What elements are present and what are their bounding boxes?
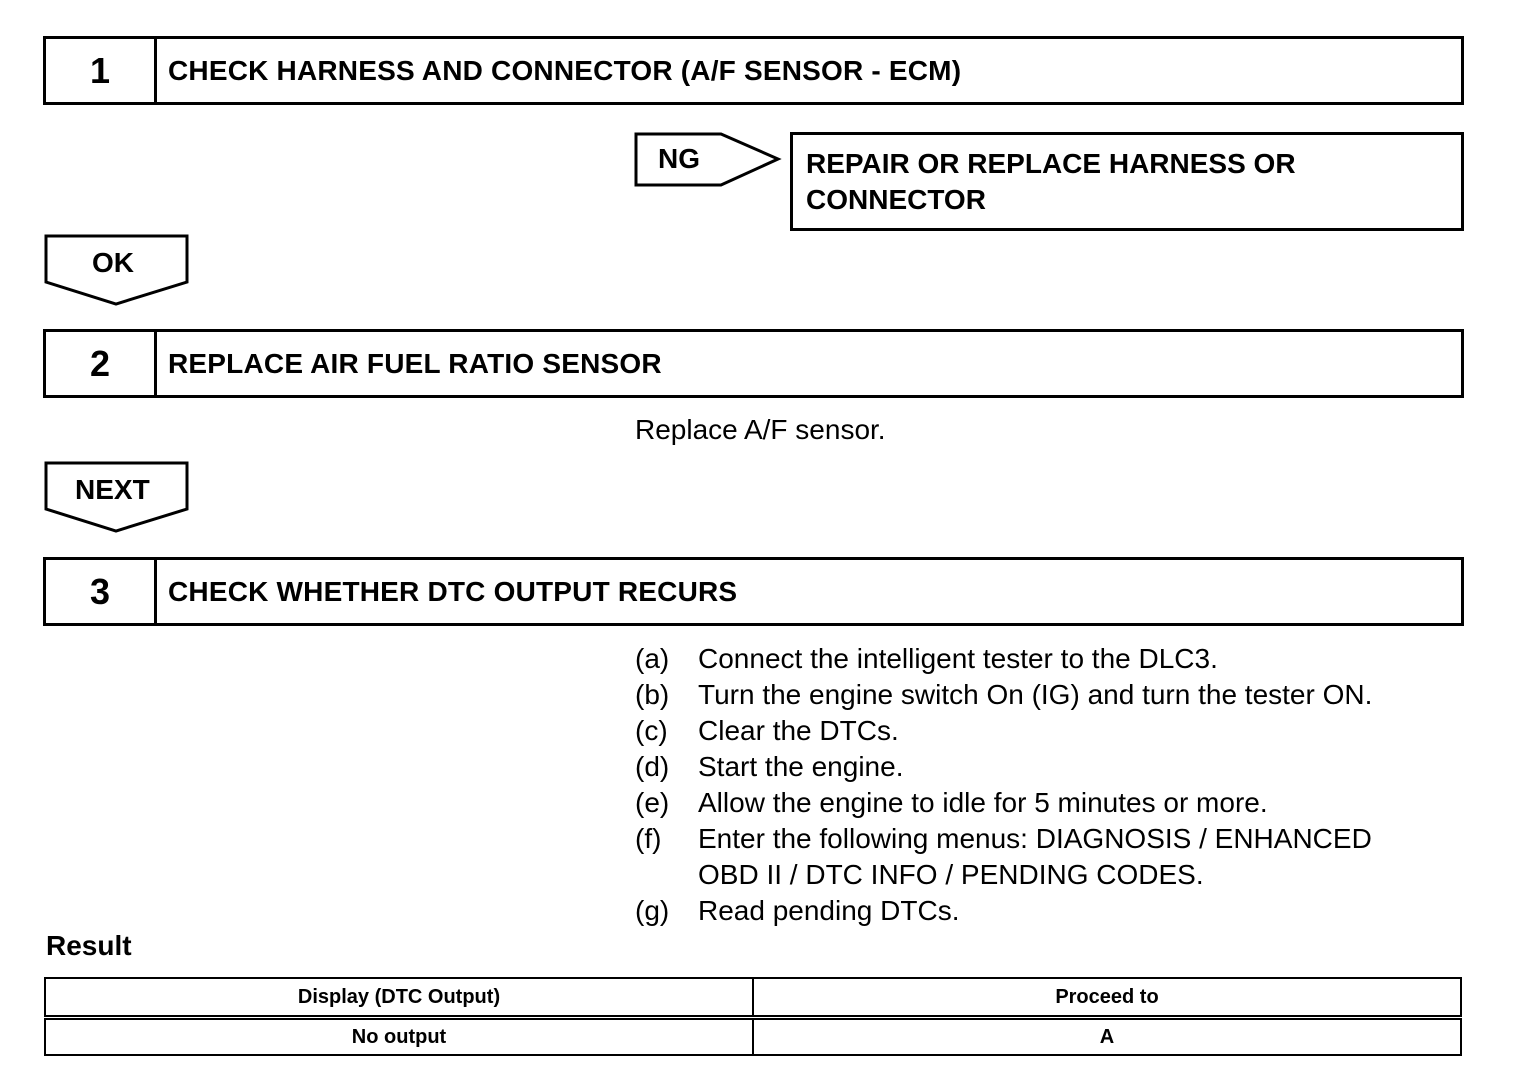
item-text: Allow the engine to idle for 5 minutes or more.: [698, 787, 1268, 818]
ng-arrow-flag: [634, 132, 784, 190]
ng-result-box: [790, 132, 1464, 231]
item-text: Start the engine.: [698, 751, 904, 782]
procedure-item: [635, 677, 1465, 713]
step-2-instruction: Replace A/F sensor.: [635, 414, 886, 445]
item-mark: (f): [635, 823, 662, 854]
column-header: Proceed to: [753, 978, 1461, 1018]
next-label: NEXT: [75, 474, 150, 505]
procedure-item: [635, 821, 1465, 893]
item-mark: (c): [635, 715, 668, 746]
result-table: [44, 977, 1462, 1056]
table-cell: A: [753, 1018, 1461, 1056]
procedure-item: [635, 749, 1465, 785]
ng-result-line-1: REPAIR OR REPLACE HARNESS OR: [806, 148, 1296, 179]
ng-label: NG: [658, 143, 700, 174]
item-mark: (e): [635, 787, 670, 818]
item-mark: (a): [635, 643, 670, 674]
step-title: CHECK WHETHER DTC OUTPUT RECURS: [168, 575, 738, 607]
procedure-item: [635, 893, 1465, 929]
procedure-item: [635, 641, 1465, 677]
item-text: Enter the following menus: DIAGNOSIS / ENHANCED OBD II / DTC INFO / PENDING CODES.: [698, 823, 1372, 890]
item-mark: (g): [635, 895, 670, 926]
item-mark: (d): [635, 751, 670, 782]
step-number: 1: [46, 39, 157, 102]
step-1-header: [43, 36, 1464, 105]
procedure-item: [635, 785, 1465, 821]
step-title: REPLACE AIR FUEL RATIO SENSOR: [168, 347, 662, 379]
column-header: Display (DTC Output): [45, 978, 753, 1018]
table-header-row: [45, 978, 1461, 1018]
item-mark: (b): [635, 679, 670, 710]
result-heading: Result: [46, 930, 132, 961]
table-cell: No output: [45, 1018, 753, 1056]
ng-result-line-2: CONNECTOR: [806, 184, 986, 215]
step-title: CHECK HARNESS AND CONNECTOR (A/F SENSOR - ECM): [168, 54, 962, 86]
step-3-procedure-list: [635, 641, 1465, 929]
step-number: 2: [46, 332, 157, 395]
step-number: 3: [46, 560, 157, 623]
item-text: Turn the engine switch On (IG) and turn the tester ON.: [698, 679, 1373, 710]
step-2-header: [43, 329, 1464, 398]
table-row: [45, 1018, 1461, 1056]
item-text: Read pending DTCs.: [698, 895, 960, 926]
item-text: Connect the intelligent tester to the DLC3.: [698, 643, 1218, 674]
ok-label: OK: [92, 247, 134, 278]
procedure-item: [635, 713, 1465, 749]
item-text: Clear the DTCs.: [698, 715, 899, 746]
step-3-header: [43, 557, 1464, 626]
